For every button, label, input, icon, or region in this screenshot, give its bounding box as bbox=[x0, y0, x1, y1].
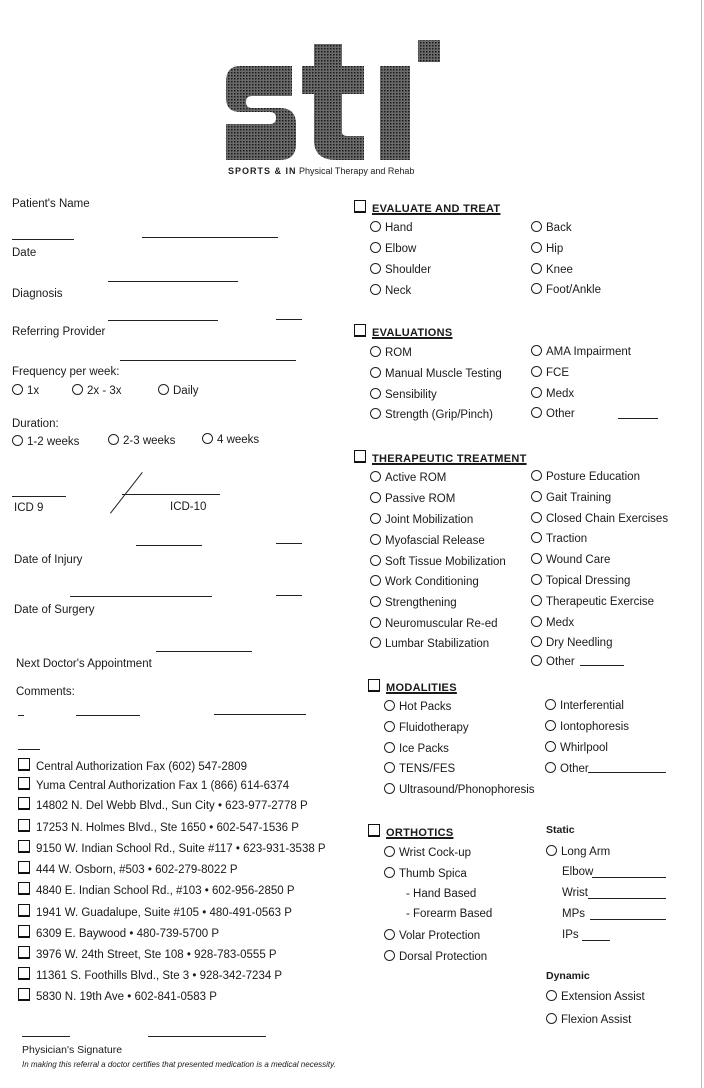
tagline-brand: SPORTS & IN bbox=[228, 166, 297, 176]
duration-label: Duration: bbox=[12, 418, 59, 430]
option-label: Fluidotherapy bbox=[399, 722, 469, 734]
option-label: Wound Care bbox=[546, 554, 611, 566]
radio-icon bbox=[384, 783, 395, 794]
option-label: 1x bbox=[27, 385, 40, 397]
option-label: Closed Chain Exercises bbox=[546, 513, 669, 525]
static-field-label: MPs bbox=[562, 908, 585, 920]
checkbox-icon bbox=[18, 904, 30, 917]
radio-icon bbox=[72, 384, 83, 395]
option-label: Work Conditioning bbox=[385, 576, 479, 588]
radio-icon bbox=[370, 346, 381, 357]
static-field-label: Elbow bbox=[562, 866, 594, 878]
radio-icon bbox=[531, 616, 542, 627]
checkbox-icon bbox=[18, 861, 30, 874]
section-title: EVALUATIONS bbox=[372, 327, 453, 339]
referring-provider-label: Referring Provider bbox=[12, 326, 106, 338]
option-item[interactable] bbox=[531, 221, 572, 234]
radio-icon bbox=[384, 950, 395, 961]
location-item[interactable] bbox=[18, 840, 326, 855]
section-modalities[interactable] bbox=[368, 679, 457, 694]
option-item[interactable] bbox=[370, 492, 455, 505]
radio-icon bbox=[545, 699, 556, 710]
date-of-surgery-label: Date of Surgery bbox=[14, 604, 95, 616]
option-label: Lumbar Stabilization bbox=[385, 638, 490, 650]
radio-icon bbox=[370, 637, 381, 648]
option-item[interactable] bbox=[546, 990, 645, 1003]
section-evaluate-and-treat[interactable] bbox=[354, 200, 500, 215]
radio-icon bbox=[202, 433, 213, 444]
checkbox-icon bbox=[18, 819, 30, 832]
checkbox-icon bbox=[354, 450, 366, 463]
option-label: Thumb Spica bbox=[399, 868, 467, 880]
checkbox-icon bbox=[18, 967, 30, 980]
checkbox-icon bbox=[354, 324, 366, 337]
option-label: Knee bbox=[546, 264, 573, 276]
patient-name-label: Patient's Name bbox=[12, 198, 90, 210]
radio-icon bbox=[546, 1013, 557, 1024]
checkbox-icon bbox=[354, 200, 366, 213]
sub-option-item[interactable]: - Hand Based bbox=[406, 888, 477, 900]
radio-icon bbox=[370, 513, 381, 524]
tagline-text: Physical Therapy and Rehab bbox=[299, 166, 415, 176]
logo-tagline bbox=[228, 166, 414, 176]
option-item[interactable] bbox=[384, 721, 469, 734]
sti-logo bbox=[222, 36, 448, 176]
checkbox-icon bbox=[18, 925, 30, 938]
date-of-injury-line-b[interactable] bbox=[276, 543, 302, 544]
date-of-injury-line-a[interactable] bbox=[136, 545, 202, 546]
radio-icon bbox=[531, 345, 542, 356]
location-text: 14802 N. Del Webb Blvd., Sun City • 623-977-2778 P bbox=[36, 800, 308, 812]
radio-icon bbox=[384, 721, 395, 732]
comments-line-c[interactable] bbox=[214, 714, 306, 715]
option-item[interactable] bbox=[370, 637, 489, 650]
next-appointment-line[interactable] bbox=[156, 651, 252, 652]
radio-icon bbox=[531, 655, 542, 666]
option-item[interactable] bbox=[384, 742, 449, 755]
option-label: Hot Packs bbox=[399, 701, 452, 713]
date-label: Date bbox=[12, 247, 37, 259]
option-item[interactable] bbox=[370, 471, 446, 484]
radio-icon bbox=[370, 575, 381, 586]
page-edge bbox=[701, 0, 702, 1088]
option-item[interactable] bbox=[546, 1013, 631, 1026]
radio-icon bbox=[370, 471, 381, 482]
option-label: Manual Muscle Testing bbox=[385, 368, 502, 380]
location-item[interactable] bbox=[18, 925, 219, 940]
radio-icon bbox=[370, 596, 381, 607]
option-label: Wrist Cock-up bbox=[399, 847, 471, 859]
checkbox-icon bbox=[18, 946, 30, 959]
option-label: Medx bbox=[546, 617, 575, 629]
comments-line-d[interactable] bbox=[18, 749, 40, 750]
static-field-line[interactable] bbox=[590, 919, 666, 920]
radio-icon bbox=[370, 534, 381, 545]
radio-icon bbox=[370, 367, 381, 378]
location-text: 6309 E. Baywood • 480-739-5700 P bbox=[36, 928, 220, 940]
radio-icon bbox=[370, 221, 381, 232]
static-field-label: IPs bbox=[562, 929, 579, 941]
radio-icon bbox=[384, 700, 395, 711]
option-label: 2-3 weeks bbox=[123, 435, 176, 447]
option-label: Back bbox=[546, 222, 572, 234]
icd-divider-slash bbox=[110, 472, 143, 514]
option-item[interactable] bbox=[545, 762, 589, 775]
static-field-line[interactable] bbox=[592, 877, 666, 878]
option-item[interactable] bbox=[531, 407, 575, 420]
option-label: Hip bbox=[546, 243, 564, 255]
radio-icon bbox=[384, 762, 395, 773]
option-item[interactable] bbox=[370, 534, 485, 547]
signature-label: Physician's Signature bbox=[22, 1044, 123, 1056]
radio-icon bbox=[370, 617, 381, 628]
option-item[interactable] bbox=[384, 867, 467, 880]
static-field-line[interactable] bbox=[588, 898, 666, 899]
location-item[interactable] bbox=[18, 967, 282, 982]
location-item[interactable] bbox=[18, 758, 247, 773]
duration-option-2-3-weeks[interactable] bbox=[108, 434, 175, 447]
option-label: Therapeutic Exercise bbox=[546, 596, 655, 608]
option-label: Whirlpool bbox=[560, 742, 608, 754]
option-label: Posture Education bbox=[546, 471, 640, 483]
option-item[interactable] bbox=[370, 221, 413, 234]
radio-icon bbox=[531, 366, 542, 377]
radio-icon bbox=[531, 636, 542, 647]
radio-icon bbox=[531, 553, 542, 564]
location-text: 5830 N. 19th Ave • 602-841-0583 P bbox=[36, 991, 217, 1003]
option-label: Medx bbox=[546, 388, 575, 400]
radio-icon bbox=[370, 388, 381, 399]
date-of-injury-label: Date of Injury bbox=[14, 554, 83, 566]
diagnosis-line-a[interactable] bbox=[108, 320, 218, 321]
option-item[interactable] bbox=[384, 700, 451, 713]
section-orthotics[interactable] bbox=[368, 824, 453, 839]
checkbox-icon bbox=[18, 840, 30, 853]
radio-icon bbox=[531, 595, 542, 606]
radio-icon bbox=[108, 434, 119, 445]
option-item[interactable] bbox=[370, 388, 437, 401]
radio-icon bbox=[384, 867, 395, 878]
radio-icon bbox=[545, 741, 556, 752]
location-text: 17253 N. Holmes Blvd., Ste 1650 • 602-547-1536 P bbox=[36, 822, 299, 834]
option-label: Gait Training bbox=[546, 492, 612, 504]
option-label: 1-2 weeks bbox=[27, 436, 80, 448]
option-item[interactable] bbox=[384, 846, 471, 859]
radio-icon bbox=[531, 512, 542, 523]
radio-icon bbox=[384, 742, 395, 753]
option-label: Long Arm bbox=[561, 846, 611, 858]
option-label: Joint Mobilization bbox=[385, 514, 474, 526]
radio-icon bbox=[531, 574, 542, 585]
option-label: 2x - 3x bbox=[87, 385, 122, 397]
option-item[interactable] bbox=[531, 366, 569, 379]
radio-icon bbox=[370, 284, 381, 295]
radio-icon bbox=[370, 555, 381, 566]
option-label: Hand bbox=[385, 222, 413, 234]
option-label: Active ROM bbox=[385, 472, 447, 484]
therapeutic-other-line[interactable] bbox=[580, 665, 624, 666]
location-text: Yuma Central Authorization Fax 1 (866) 614-6374 bbox=[36, 780, 290, 792]
signature-line-b[interactable] bbox=[148, 1036, 266, 1037]
radio-icon bbox=[531, 263, 542, 274]
date-of-surgery-line-a[interactable] bbox=[70, 596, 212, 597]
option-label: Iontophoresis bbox=[560, 721, 630, 733]
option-label: Extension Assist bbox=[561, 991, 645, 1003]
location-text: 1941 W. Guadalupe, Suite #105 • 480-491-0563 P bbox=[36, 907, 292, 919]
location-item[interactable] bbox=[18, 819, 299, 834]
option-item[interactable] bbox=[531, 470, 640, 483]
option-label: Neuromuscular Re-ed bbox=[385, 618, 498, 630]
sub-option-item[interactable]: - Forearm Based bbox=[406, 908, 493, 920]
option-item[interactable] bbox=[531, 532, 587, 545]
option-label: 4 weeks bbox=[217, 434, 260, 446]
option-item[interactable] bbox=[531, 636, 612, 649]
radio-icon bbox=[546, 845, 557, 856]
option-item[interactable] bbox=[545, 720, 629, 733]
option-label: Other bbox=[560, 763, 589, 775]
location-item[interactable] bbox=[18, 861, 238, 876]
radio-icon bbox=[545, 720, 556, 731]
option-label: Strength (Grip/Pinch) bbox=[385, 409, 494, 421]
option-label: Daily bbox=[173, 385, 199, 397]
checkbox-icon bbox=[18, 988, 30, 1001]
patient-name-line-a[interactable] bbox=[12, 239, 74, 240]
duration-option-4-weeks[interactable] bbox=[202, 433, 259, 446]
date-line[interactable] bbox=[108, 281, 238, 282]
static-field-label: Wrist bbox=[562, 887, 588, 899]
location-item[interactable] bbox=[18, 904, 292, 919]
option-label: Flexion Assist bbox=[561, 1014, 632, 1026]
radio-icon bbox=[370, 492, 381, 503]
option-label: Other bbox=[546, 408, 575, 420]
option-item[interactable] bbox=[531, 491, 611, 504]
location-text: 11361 S. Foothills Blvd., Ste 3 • 928-342-7234 P bbox=[36, 970, 283, 982]
patient-name-line-b[interactable] bbox=[142, 237, 278, 238]
diagnosis-line-b[interactable] bbox=[276, 319, 302, 320]
option-item[interactable] bbox=[531, 283, 601, 296]
option-label: Other bbox=[546, 656, 575, 668]
option-item[interactable] bbox=[546, 845, 610, 858]
icd9-line[interactable] bbox=[12, 496, 66, 497]
evaluations-other-line[interactable] bbox=[618, 418, 658, 419]
section-title: THERAPEUTIC TREATMENT bbox=[372, 453, 527, 465]
option-item[interactable] bbox=[384, 950, 487, 963]
option-item[interactable] bbox=[384, 783, 535, 796]
radio-icon bbox=[384, 929, 395, 940]
radio-icon bbox=[384, 846, 395, 857]
section-title: EVALUATE AND TREAT bbox=[372, 203, 501, 215]
location-text: 444 W. Osborn, #503 • 602-279-8022 P bbox=[36, 864, 238, 876]
comments-line-a[interactable] bbox=[18, 715, 24, 716]
static-label: Static bbox=[546, 824, 575, 836]
radio-icon bbox=[370, 242, 381, 253]
section-evaluations[interactable] bbox=[354, 324, 453, 339]
option-label: Shoulder bbox=[385, 264, 432, 276]
duration-option-1-2-weeks[interactable] bbox=[12, 435, 79, 448]
signature-note: In making this referral a doctor certifies that presented medication is a medical necessity. bbox=[22, 1060, 336, 1069]
option-label: Volar Protection bbox=[399, 930, 481, 942]
checkbox-icon bbox=[368, 679, 380, 692]
option-item[interactable] bbox=[370, 617, 498, 630]
location-item[interactable] bbox=[18, 946, 277, 961]
option-label: FCE bbox=[546, 367, 569, 379]
option-item[interactable] bbox=[370, 555, 506, 568]
comments-line-b[interactable] bbox=[76, 715, 140, 716]
option-item[interactable] bbox=[531, 574, 630, 587]
radio-icon bbox=[546, 990, 557, 1001]
location-item[interactable] bbox=[18, 777, 289, 792]
referring-provider-line[interactable] bbox=[120, 360, 296, 361]
option-item[interactable] bbox=[370, 263, 431, 276]
location-item[interactable] bbox=[18, 797, 308, 812]
option-item[interactable] bbox=[531, 595, 654, 608]
signature-line-a[interactable] bbox=[22, 1036, 70, 1037]
radio-icon bbox=[370, 408, 381, 419]
section-therapeutic-treatment[interactable] bbox=[354, 450, 527, 465]
option-label: Dry Needling bbox=[546, 637, 613, 649]
radio-icon bbox=[12, 435, 23, 446]
option-label: Strengthening bbox=[385, 597, 457, 609]
location-text: 4840 E. Indian School Rd., #103 • 602-956-2850 P bbox=[36, 885, 295, 897]
option-label: AMA Impairment bbox=[546, 346, 631, 358]
location-item[interactable] bbox=[18, 882, 295, 897]
option-label: Foot/Ankle bbox=[546, 284, 601, 296]
icd10-line[interactable] bbox=[122, 494, 220, 495]
location-text: 3976 W. 24th Street, Ste 108 • 928-783-0555 P bbox=[36, 949, 277, 961]
option-item[interactable] bbox=[531, 345, 631, 358]
option-item[interactable] bbox=[370, 575, 479, 588]
option-item[interactable] bbox=[531, 242, 563, 255]
location-text: 9150 W. Indian School Rd., Suite #117 • 623-931-3538 P bbox=[36, 843, 326, 855]
option-label: TENS/FES bbox=[399, 763, 456, 775]
option-label: ROM bbox=[385, 347, 412, 359]
option-label: Ice Packs bbox=[399, 743, 449, 755]
frequency-label: Frequency per week: bbox=[12, 366, 120, 378]
radio-icon bbox=[158, 384, 169, 395]
radio-icon bbox=[545, 762, 556, 773]
option-item[interactable] bbox=[531, 512, 668, 525]
section-title: MODALITIES bbox=[386, 682, 457, 694]
location-item[interactable] bbox=[18, 988, 217, 1003]
checkbox-icon bbox=[368, 824, 380, 837]
icd9-label: ICD 9 bbox=[14, 502, 44, 514]
dynamic-label: Dynamic bbox=[546, 970, 590, 982]
option-label: Soft Tissue Mobilization bbox=[385, 556, 506, 568]
radio-icon bbox=[531, 470, 542, 481]
option-item[interactable] bbox=[531, 616, 574, 629]
checkbox-icon bbox=[18, 882, 30, 895]
option-label: Sensibility bbox=[385, 389, 437, 401]
radio-icon bbox=[12, 384, 23, 395]
option-item[interactable] bbox=[370, 242, 416, 255]
radio-icon bbox=[531, 283, 542, 294]
date-of-surgery-line-b[interactable] bbox=[276, 595, 302, 596]
static-field-line[interactable] bbox=[582, 940, 610, 941]
option-label: Topical Dressing bbox=[546, 575, 631, 587]
option-item[interactable] bbox=[531, 553, 610, 566]
radio-icon bbox=[531, 491, 542, 502]
option-item[interactable] bbox=[545, 741, 608, 754]
option-label: Myofascial Release bbox=[385, 535, 485, 547]
option-item[interactable] bbox=[384, 762, 455, 775]
option-item[interactable] bbox=[545, 699, 624, 712]
checkbox-icon bbox=[18, 758, 30, 771]
option-label: Traction bbox=[546, 533, 588, 545]
option-item[interactable] bbox=[531, 387, 574, 400]
option-item[interactable] bbox=[531, 655, 575, 668]
option-label: Dorsal Protection bbox=[399, 951, 488, 963]
frequency-option-2x3x[interactable] bbox=[72, 384, 122, 397]
location-text: Central Authorization Fax (602) 547-2809 bbox=[36, 761, 247, 773]
comments-label: Comments: bbox=[16, 686, 75, 698]
option-item[interactable] bbox=[384, 929, 480, 942]
option-label: Neck bbox=[385, 285, 412, 297]
radio-icon bbox=[370, 263, 381, 274]
option-label: Ultrasound/Phonophoresis bbox=[399, 784, 535, 796]
diagnosis-label: Diagnosis bbox=[12, 288, 63, 300]
option-item[interactable] bbox=[370, 284, 411, 297]
option-item[interactable] bbox=[370, 367, 502, 380]
modalities-other-line[interactable] bbox=[588, 772, 666, 773]
checkbox-icon bbox=[18, 797, 30, 810]
option-label: Elbow bbox=[385, 243, 417, 255]
radio-icon bbox=[531, 221, 542, 232]
option-item[interactable] bbox=[370, 408, 493, 421]
radio-icon bbox=[531, 242, 542, 253]
frequency-option-daily[interactable] bbox=[158, 384, 199, 397]
radio-icon bbox=[531, 407, 542, 418]
checkbox-icon bbox=[18, 777, 30, 790]
icd10-label: ICD-10 bbox=[170, 501, 207, 513]
option-item[interactable] bbox=[370, 513, 473, 526]
frequency-option-1x[interactable] bbox=[12, 384, 39, 397]
option-item[interactable] bbox=[531, 263, 573, 276]
option-item[interactable] bbox=[370, 596, 457, 609]
option-label: Passive ROM bbox=[385, 493, 456, 505]
section-title: ORTHOTICS bbox=[386, 827, 454, 839]
option-item[interactable] bbox=[370, 346, 412, 359]
radio-icon bbox=[531, 532, 542, 543]
radio-icon bbox=[531, 387, 542, 398]
option-label: Interferential bbox=[560, 700, 624, 712]
next-appointment-label: Next Doctor's Appointment bbox=[16, 658, 152, 670]
